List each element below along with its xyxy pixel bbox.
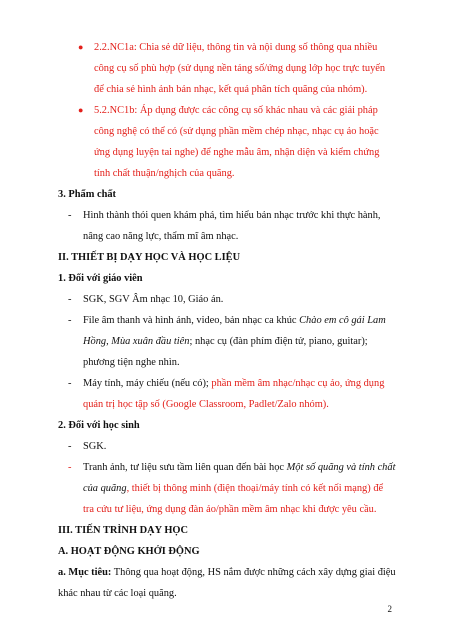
bullet-text: công cụ số phù hợp (sử dụng nền tảng số/ứng dụng lớp học trực tuyến bbox=[94, 63, 386, 74]
list-text: Tranh ảnh, tư liệu sưu tầm liên quan đến bài học Một số quãng và tính chất bbox=[83, 462, 396, 473]
list-text: tra cứu tư liệu, ứng dụng đàn ảo/phần mềm âm nhạc khi được yêu cầu. bbox=[83, 504, 377, 515]
bullet-text: 2.2.NC1a: Chia sẻ dữ liệu, thông tin và nội dung số thông qua nhiều bbox=[94, 42, 378, 53]
list-text: SGK. bbox=[83, 441, 107, 452]
subsection-heading: 1. Đối với giáo viên bbox=[58, 273, 143, 284]
list-text: SGK, SGV Âm nhạc 10, Giáo án. bbox=[83, 294, 224, 305]
bullet-text: 5.2.NC1b: Áp dụng được các công cụ số khác nhau và các giải pháp bbox=[94, 105, 378, 116]
section-heading: 3. Phẩm chất bbox=[58, 189, 117, 200]
list-dash: - bbox=[68, 294, 72, 305]
list-text: phương tiện nghe nhìn. bbox=[83, 357, 180, 368]
subsection-heading: 2. Đối với học sinh bbox=[58, 420, 140, 431]
paragraph: a. Mục tiêu: Thông qua hoạt động, HS nắm được những cách xây dựng giai điệu bbox=[58, 567, 396, 578]
section-heading: II. THIẾT BỊ DẠY HỌC VÀ HỌC LIỆU bbox=[58, 252, 241, 263]
list-text: quản trị học tập số (Google Classroom, Padlet/Zalo nhóm). bbox=[83, 399, 329, 410]
list-dash: - bbox=[68, 462, 72, 473]
list-dash: - bbox=[68, 441, 72, 452]
list-text: nâng cao năng lực, thẩm mĩ âm nhạc. bbox=[83, 231, 239, 242]
bullet-marker: ● bbox=[78, 42, 84, 52]
list-dash: - bbox=[68, 210, 72, 221]
list-text: Máy tính, máy chiếu (nếu có); phần mềm âm nhạc/nhạc cụ ảo, ứng dụng bbox=[83, 378, 385, 389]
bullet-text: công nghệ có thể có (sử dụng phần mềm chép nhạc, nhạc cụ ảo hoặc bbox=[94, 126, 379, 137]
section-heading: III. TIẾN TRÌNH DẠY HỌC bbox=[58, 525, 189, 536]
section-heading: A. HOẠT ĐỘNG KHỞI ĐỘNG bbox=[58, 546, 200, 557]
list-text: Hồng, Mùa xuân đầu tiên; nhạc cụ (đàn phím điện tử, piano, guitar); bbox=[83, 336, 368, 347]
page-number: 2 bbox=[387, 604, 392, 614]
list-text: File âm thanh và hình ảnh, video, bản nhạc ca khúc Chào em cô gái Lam bbox=[83, 315, 386, 326]
list-text: Hình thành thói quen khám phá, tìm hiểu bản nhạc trước khi thực hành, bbox=[83, 210, 381, 221]
paragraph: khác nhau từ các loại quãng. bbox=[58, 588, 177, 599]
list-dash: - bbox=[68, 378, 72, 389]
bullet-text: để chia sẻ hình ảnh bản nhạc, kết quả phân tích quãng của nhóm). bbox=[94, 84, 368, 95]
bullet-marker: ● bbox=[78, 105, 84, 115]
bullet-text: tính chất thuận/nghịch của quãng. bbox=[94, 168, 235, 179]
list-dash: - bbox=[68, 315, 72, 326]
bullet-text: ứng dụng luyện tai nghe) để nghe mẫu âm, nhận diện và kiểm chứng bbox=[94, 147, 380, 158]
list-text: của quãng, thiết bị thông minh (điện thoại/máy tính có kết nối mạng) để bbox=[83, 483, 384, 494]
